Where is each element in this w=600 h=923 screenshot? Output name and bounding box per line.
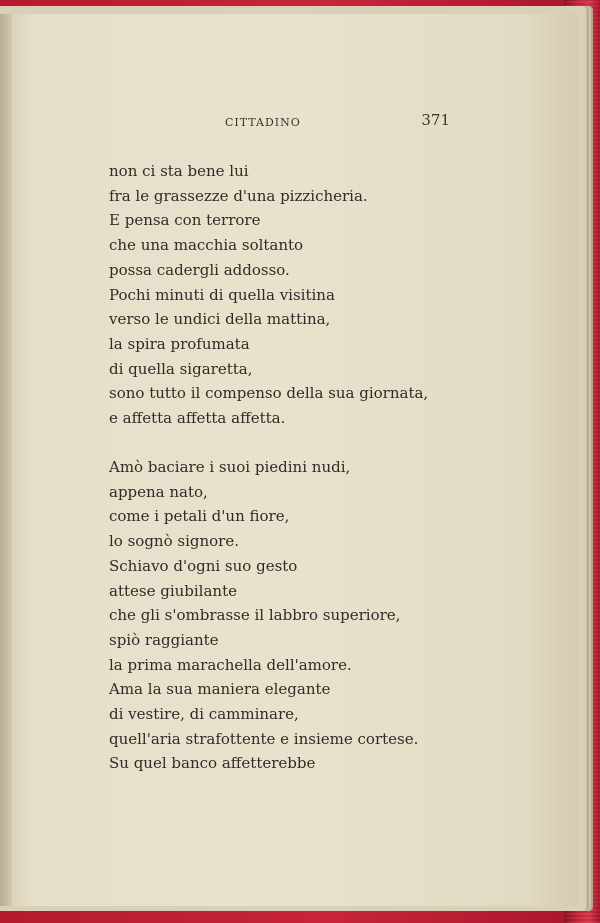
poem-line: e affetta affetta affetta.	[109, 409, 286, 428]
stanza-2	[109, 455, 529, 776]
stanza-1	[109, 159, 529, 431]
page-number: 371	[421, 111, 450, 129]
poem-line: che una macchia soltanto	[109, 236, 304, 255]
poem-line: possa cadergli addosso.	[109, 260, 290, 279]
poem-line: Ama la sua maniera elegante	[109, 680, 331, 699]
poem-line: fra le grassezze d'una pizzicheria.	[109, 186, 368, 205]
poem-line: attese giubilante	[109, 581, 237, 600]
book-page	[0, 14, 578, 906]
poem-line: che gli s'ombrasse il labbro superiore,	[109, 606, 401, 625]
poem-line: E pensa con terrore	[109, 211, 261, 230]
poem-line: Su quel banco affetterebbe	[109, 754, 316, 773]
poem-line: verso le undici della mattina,	[109, 310, 331, 329]
page-gutter	[0, 14, 12, 906]
poem-line: Schiavo d'ogni suo gesto	[109, 556, 298, 575]
poem-line: spiò raggiante	[109, 630, 219, 649]
poem-line: Amò baciare i suoi piedini nudi,	[109, 458, 351, 477]
poem-line: di quella sigaretta,	[109, 359, 253, 378]
poem-line: quell'aria strafottente e insieme cortese.	[109, 729, 419, 748]
page-stack	[0, 6, 586, 911]
poem-line: la prima marachella dell'amore.	[109, 655, 352, 674]
poem-line: Pochi minuti di quella visitina	[109, 285, 335, 304]
poem-line: di vestire, di camminare,	[109, 705, 299, 724]
running-title: CITTADINO	[225, 116, 301, 129]
poem-line: la spira profumata	[109, 334, 250, 353]
poem-line: lo sognò signore.	[109, 532, 239, 551]
page-header	[225, 106, 450, 130]
poem-line: come i petali d'un fiore,	[109, 507, 290, 526]
poem-line: non ci sta bene lui	[109, 162, 249, 180]
poem-line: appena nato,	[109, 482, 208, 501]
poem-line: sono tutto il compenso della sua giornata,	[109, 384, 429, 403]
poem-text	[109, 159, 529, 776]
